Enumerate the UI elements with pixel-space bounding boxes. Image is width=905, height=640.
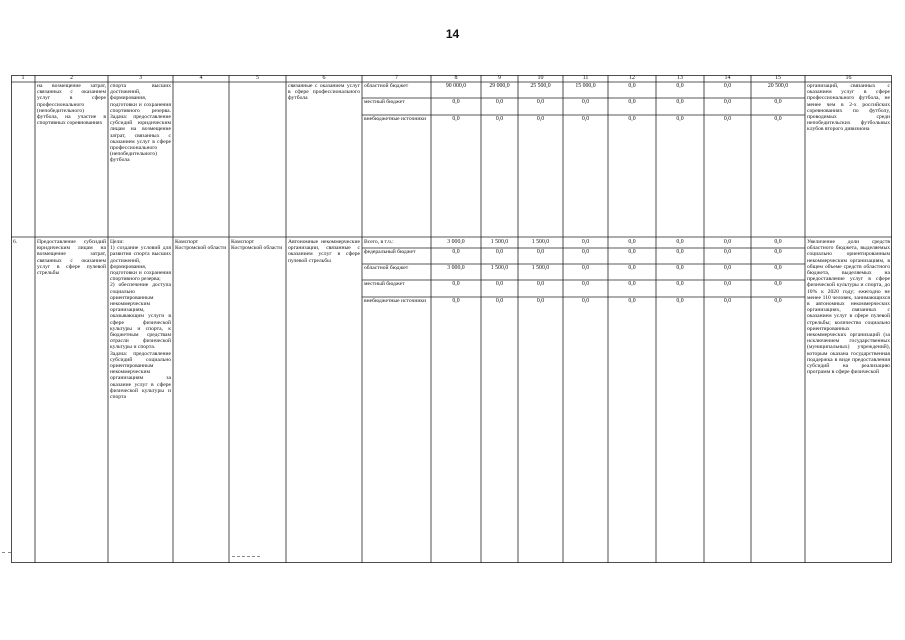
- row-6-measure-name: Предоставление субсидий юридическим лицам на возмещение затрат, связанных с оказанием услуг в сфере пулевой стрельбы: [37, 239, 106, 277]
- row-6-value: 0,0: [452, 281, 460, 287]
- row-6-value: 0,0: [676, 265, 684, 271]
- col-header-3: 3: [139, 75, 142, 81]
- row-6-value: 0,0: [536, 249, 545, 255]
- col-header-7: 7: [395, 75, 398, 81]
- row-6-value: 0,0: [676, 281, 684, 287]
- prev-value: 0,0: [581, 99, 590, 105]
- prev-value: 0,0: [495, 116, 504, 122]
- row-6-value: 0,0: [774, 265, 782, 271]
- row-6-value: 0,0: [536, 298, 545, 304]
- prev-value: 0,0: [536, 116, 545, 122]
- col-header-12: 12: [629, 75, 635, 81]
- row-6-goals-tasks: Цели: 1) создание условий для развития спорта высших достижений, формирования, подготовки и сохранения спортивного резерва; 2) обеспечение доступа социально ориентированным некоммерческим организациям, оказывающим услуги в сфере физической культуры и спорта, к бюджетным средствам отрасли физической культуры и спорта. Задача: предоставление субсидий социально ориентированным некоммерческим организациям за оказание услуг в сфере физической культуры и спорта: [110, 239, 171, 401]
- row-6-value: 0,0: [723, 281, 732, 287]
- row-6-value: 0,0: [581, 239, 590, 245]
- prev-value: 90 000,0: [445, 83, 467, 89]
- row-6-funding-label: областной бюджет: [364, 265, 409, 271]
- prev-funding-label: областной бюджет: [364, 83, 409, 89]
- prev-funding-label: местный бюджет: [364, 99, 405, 105]
- prev-value: 20 500,0: [767, 83, 789, 89]
- col-header-4: 4: [199, 75, 203, 81]
- prev-expected-results: организаций, связанных с оказанием услуг в сфере профессионального футбола, не менее чем в 2-х российских соревнованиях по футболу, проводимых среди непобедительских футбольных клубов второго дивизиона: [807, 83, 890, 133]
- row-6-value: 0,0: [628, 281, 636, 287]
- row-6-value: 0,0: [581, 265, 590, 271]
- row-6-value: 1 500,0: [531, 265, 550, 271]
- col-header-11: 11: [582, 75, 589, 81]
- col-header-8: 8: [454, 75, 458, 81]
- col-header-6: 6: [322, 75, 326, 81]
- row-6-value: 1 500,0: [490, 239, 509, 245]
- row-6-expected-results: Увеличение доли средств областного бюджета, выделяемых социально ориентированным некоммерческим организациям, в общем объеме средств областного бюджета, выделяемых на предоставление услуг в сфере физической культуры и спорта, до 10% к 2020 году; ежегодно не менее 110 человек, занимающихся в автономных некоммерческих организациях, связанных с оказанием услуг в сфере пулевой стрельбы; количество социально ориентированных некоммерческих организаций (за исключением государственных (муниципальных) учреждений), которым оказана государственная поддержка в виде предоставления субсидий на реализацию программ в сфере физической: [807, 239, 890, 376]
- prev-value: 0,0: [723, 116, 732, 122]
- row-6-value: 0,0: [723, 265, 732, 271]
- row-6-value: 0,0: [581, 281, 590, 287]
- col-header-2: 2: [70, 75, 73, 81]
- row-6-value: 0,0: [495, 249, 504, 255]
- scan-artifact-middle: [232, 556, 260, 557]
- row-6-funding-label: Всего, в т.ч.:: [364, 239, 394, 245]
- col-header-5: 5: [256, 75, 259, 81]
- row-6-funding-label: федеральный бюджет: [364, 249, 416, 255]
- row-6-participants: Автономные некоммерческие организации, связанные с оказанием услуг в сфере пулевой стрельбы: [288, 239, 360, 264]
- row-6-value: 0,0: [581, 298, 590, 304]
- row-6-funding-label: местный бюджет: [364, 281, 405, 287]
- prev-value: 0,0: [676, 116, 684, 122]
- prev-value: 0,0: [452, 99, 460, 105]
- prev-funding-label: внебюджетные источники: [364, 116, 427, 122]
- prev-participants: связанные с оказанием услуг в сфере профессионального футбола: [288, 83, 360, 102]
- prev-goals-tasks: спорта высших достижений, формирования, подготовки и сохранения спортивного резерва. Задача: предоставление субсидий юридическим лицам на возмещение затрат, связанных с оказанием услуг в сфере профессионального (непобедительного) футбола: [110, 83, 171, 164]
- row-6-value: 0,0: [628, 265, 636, 271]
- row-6-value: 0,0: [774, 249, 782, 255]
- row-6-value: 0,0: [774, 239, 782, 245]
- col-header-10: 10: [537, 75, 544, 81]
- row-6-value: 0,0: [676, 249, 684, 255]
- prev-value: 0,0: [628, 99, 636, 105]
- col-header-1: 1: [21, 75, 25, 81]
- row-6-value: 1 500,0: [531, 239, 550, 245]
- prev-value: 0,0: [495, 99, 504, 105]
- row-6-value: 0,0: [676, 239, 684, 245]
- row-6-value: 0,0: [628, 249, 636, 255]
- row-6-value: 0,0: [723, 249, 732, 255]
- row-6-value: 0,0: [628, 298, 636, 304]
- prev-value: 0,0: [536, 99, 545, 105]
- col-header-13: 13: [677, 75, 683, 81]
- prev-value: 0,0: [774, 99, 782, 105]
- row-6-value: 0,0: [581, 249, 590, 255]
- prev-value: 0,0: [676, 83, 684, 89]
- prev-value: 29 000,0: [489, 83, 510, 89]
- prev-value: 0,0: [452, 116, 460, 122]
- row-6-value: 3 000,0: [447, 265, 465, 271]
- prev-value: 0,0: [628, 83, 636, 89]
- row-6-value: 0,0: [495, 298, 504, 304]
- prev-value: 0,0: [676, 99, 684, 105]
- col-header-9: 9: [498, 75, 501, 81]
- row-6-value: 0,0: [774, 281, 782, 287]
- row-6-value: 0,0: [723, 239, 732, 245]
- prev-value: 0,0: [581, 116, 590, 122]
- row-6-responsible: Комспорт Костромской области: [175, 239, 227, 252]
- row-6-value: 0,0: [495, 281, 504, 287]
- prev-value: 0,0: [774, 116, 782, 122]
- prev-measure-name: на возмещение затрат, связанных с оказанием услуг в сфере профессионального (непобедительного) футбола, на участие в спортивных соревнованиях: [37, 83, 106, 127]
- col-header-16: 16: [845, 75, 852, 81]
- row-6-funding-label: внебюджетные источники: [364, 298, 427, 304]
- row-6-value: 0,0: [723, 298, 732, 304]
- row-6-value: 0,0: [452, 298, 460, 304]
- row-6-number: 6.: [13, 239, 18, 245]
- row-6-value: 0,0: [676, 298, 684, 304]
- row-6-value: 0,0: [774, 298, 782, 304]
- prev-value: 15 000,0: [575, 83, 596, 89]
- row-6-value: 0,0: [452, 249, 460, 255]
- page-number: 14: [445, 27, 460, 41]
- program-table: [11, 75, 892, 563]
- prev-value: 0,0: [723, 83, 732, 89]
- col-header-14: 14: [724, 75, 731, 81]
- scan-artifact-left: [2, 552, 11, 553]
- row-6-value: 3 000,0: [447, 239, 465, 245]
- col-header-15: 15: [775, 75, 781, 81]
- prev-value: 25 500,0: [530, 83, 551, 89]
- row-6-executor: Комспорт Костромской области: [231, 239, 283, 252]
- row-6-value: 0,0: [536, 281, 545, 287]
- row-6-value: 0,0: [628, 239, 636, 245]
- prev-value: 0,0: [628, 116, 636, 122]
- row-6-value: 1 500,0: [490, 265, 509, 271]
- prev-value: 0,0: [723, 99, 732, 105]
